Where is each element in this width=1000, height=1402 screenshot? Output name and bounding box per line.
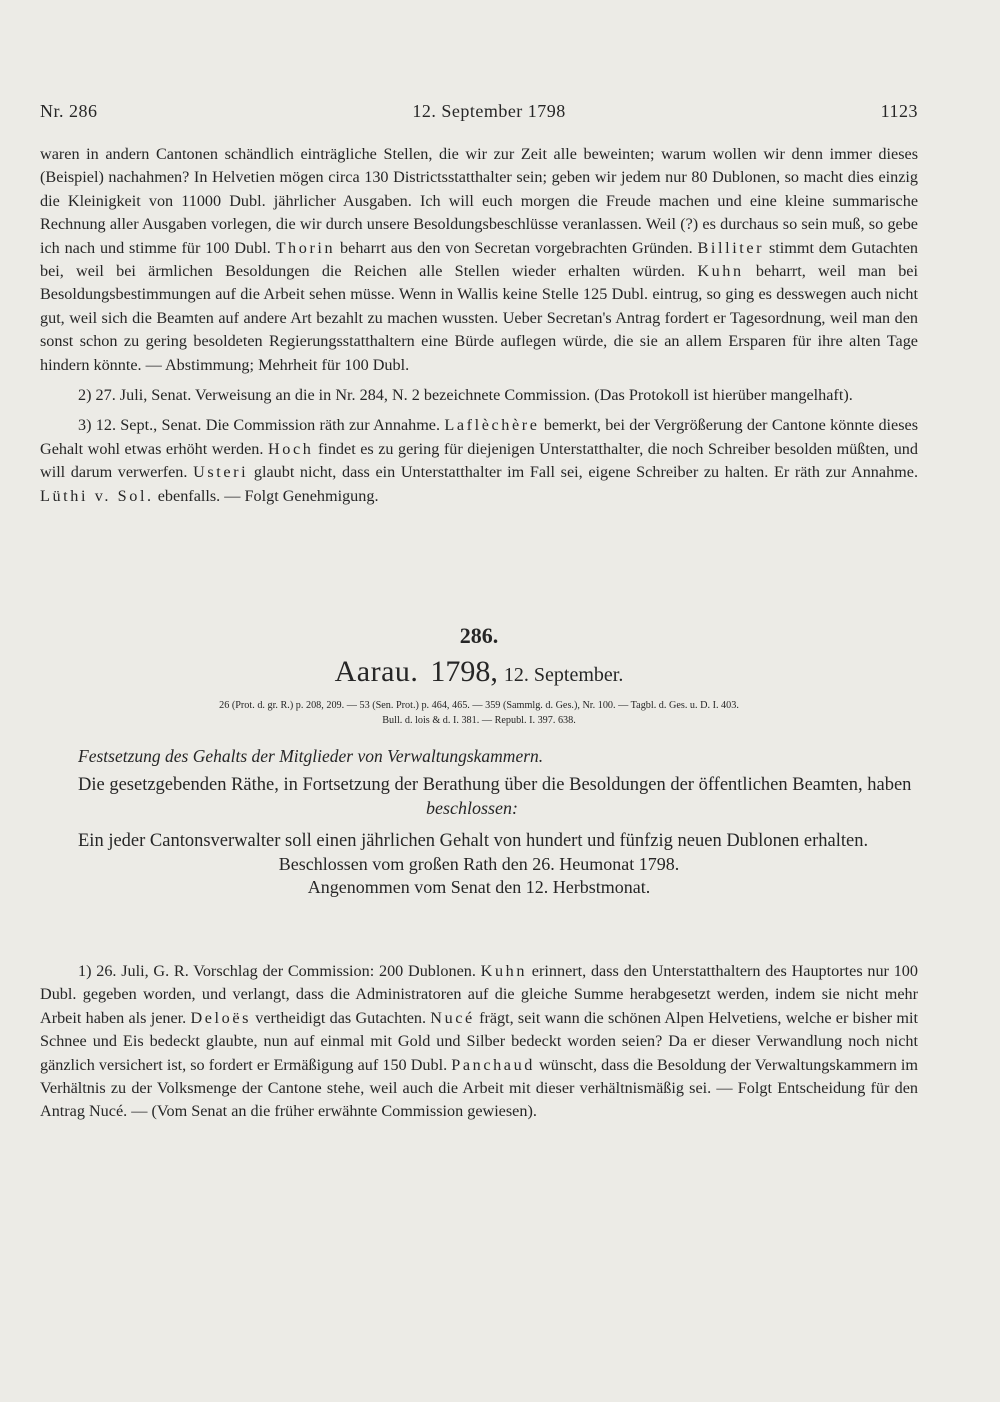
place: Aarau.: [334, 655, 419, 688]
speaker-name: Deloës: [190, 1008, 252, 1027]
speaker-name: Panchaud: [451, 1055, 535, 1074]
paragraph-continued: waren in andern Cantonen schändlich einträgliche Stellen, die wir zur Zeit alle beweinten; warum wollen wir denn immer dieses (Beispiel) nachahmen? In Helvetien mögen circa 130 Districtsstatthalter sein; geben wir jedem nur 80 Dublonen, so macht dies einzig die Kleinigkeit von 11000 Dubl. jährlicher Ausgaben. Ich will euch morgen die Freude machen und eine kleine summarische Rechnung aller Ausgaben vorlegen, die wir durch unsere Besoldungsbeschlüsse veranlassen. Weil (?) es durchaus so sein muß, so gebe ich nach und stimme für 100 Dubl. Thorin beharrt aus den von Secretan vorgebrachten Gründen. Billiter stimmt dem Gutachten bei, weil bei ärmlichen Besoldungen die Reichen alle Stellen wieder erhalten würden. Kuhn beharrt, weil man bei Besoldungsbestimmungen auf die Arbeit sehen müsse. Wenn in Wallis keine Stelle 125 Dubl. eintrug, so ging es desswegen auch nicht gut, weil sich die Beamten auf andere Art bezahlt zu machen wussten. Ueber Secretan's Antrag fordert er Tagesordnung, weil man den sonst schon zu gering besoldeten Regierungsstatthaltern eine Bürde auflegen würde, die sie an allem Ersparen für ihre alten Tage hindern könnte. — Abstimmung; Mehrheit für 100 Dubl.: [40, 145, 918, 374]
document-286: [40, 622, 918, 899]
note-1: 1) 26. Juli, G. R. Vorschlag der Commission: 200 Dublonen. Kuhn erinnert, dass den Unterstatthaltern des Hauptortes nur 100 Dubl. gegeben worden, und verlangt, dass die Administratoren auf die gleiche Summe herabgesetzt werden, indem sie nicht mehr Arbeit haben als jener. Deloës vertheidigt das Gutachten. Nucé frägt, seit wann die schönen Alpen Helvetiens, welche er bisher mit Schnee und Eis bedeckt glaubte, nun auf einmal mit Gold und Silber bedeckt worden seien? Da er dieser Verwandlung noch nicht gänzlich versichert ist, so fordert er Ermäßigung auf 150 Dubl. Panchaud wünscht, dass die Besoldung der Verwaltungskammern im Verhältnis zu der Volksmenge der Cantone stehe, weil auch die Arbeit mit dieser verhältnismäßig sei. — Folgt Entscheidung für den Antrag Nucé. — (Vom Senat an die früher erwähnte Commission gewiesen).: [40, 962, 918, 1121]
document-title: [40, 654, 918, 694]
document-number: 286.: [459, 623, 499, 648]
decision-text: Ein jeder Cantonsverwalter soll einen jährlichen Gehalt von hundert und fünfzig neuen Dublonen erhalten.: [78, 831, 869, 851]
speaker-name: Kuhn: [697, 262, 744, 281]
speaker-name: Laflèchère: [444, 416, 540, 435]
speaker-name: Hoch: [267, 439, 314, 458]
preamble: Die gesetzgebenden Räthe, in Fortsetzung der Berathung über die Besoldungen der öffentlichen Beamten, haben: [78, 775, 912, 795]
speaker-name: Nucé: [430, 1008, 475, 1027]
year: 1798,: [430, 655, 498, 688]
date: 12. September.: [503, 664, 624, 686]
speaker-name: Lüthi v. Sol.: [40, 486, 154, 505]
document-286-notes: [40, 960, 918, 1124]
speaker-name: Billiter: [697, 238, 765, 257]
page-header: [40, 101, 918, 122]
document-subject: Festsetzung des Gehalts der Mitglieder von Verwaltungskammern.: [78, 746, 544, 766]
enactment-great-council: Beschlossen vom großen Rath den 26. Heumonat 1798.: [278, 854, 680, 874]
header-page-number: 1123: [880, 101, 918, 121]
enactment-senate: Angenommen vom Senat den 12. Herbstmonat.: [307, 877, 651, 897]
header-date: 12. September 1798: [412, 101, 566, 121]
resolved-heading: beschlossen:: [426, 798, 518, 818]
note-2: 2) 27. Juli, Senat. Verweisung an die in Nr. 284, N. 2 bezeichnete Commission. (Das Protokoll ist hierüber mangelhaft).: [78, 386, 853, 405]
speaker-name: Thorin: [275, 238, 336, 257]
sources-line-2: Bull. d. lois & d. I. 381. — Republ. I. 397. 638.: [382, 715, 576, 726]
sources-line-1: 26 (Prot. d. gr. R.) p. 208, 209. — 53 (Sen. Prot.) p. 464, 465. — 359 (Sammlg. d. Ges.), Nr. 100. — Tagbl. d. Ges. u. D. I. 403.: [219, 700, 739, 711]
continued-notes: [40, 143, 918, 508]
note-3: 3) 12. Sept., Senat. Die Commission räth zur Annahme. Laflèchère bemerkt, bei der Vergrößerung der Cantone könnte dieses Gehalt wohl etwas erhöht werden. Hoch findet es zu gering für diejenigen Unterstatthalter, die noch Schreiber besolden müßten, und will darum verwerfen. Usteri glaubt nicht, dass ein Unterstatthalter im Fall sei, eigene Schreiber zu halten. Er räth zur Annahme. Lüthi v. Sol. ebenfalls. — Folgt Genehmigung.: [40, 416, 919, 505]
speaker-name: Usteri: [193, 463, 249, 482]
header-number: Nr. 286: [40, 101, 98, 121]
speaker-name: Kuhn: [480, 962, 528, 980]
